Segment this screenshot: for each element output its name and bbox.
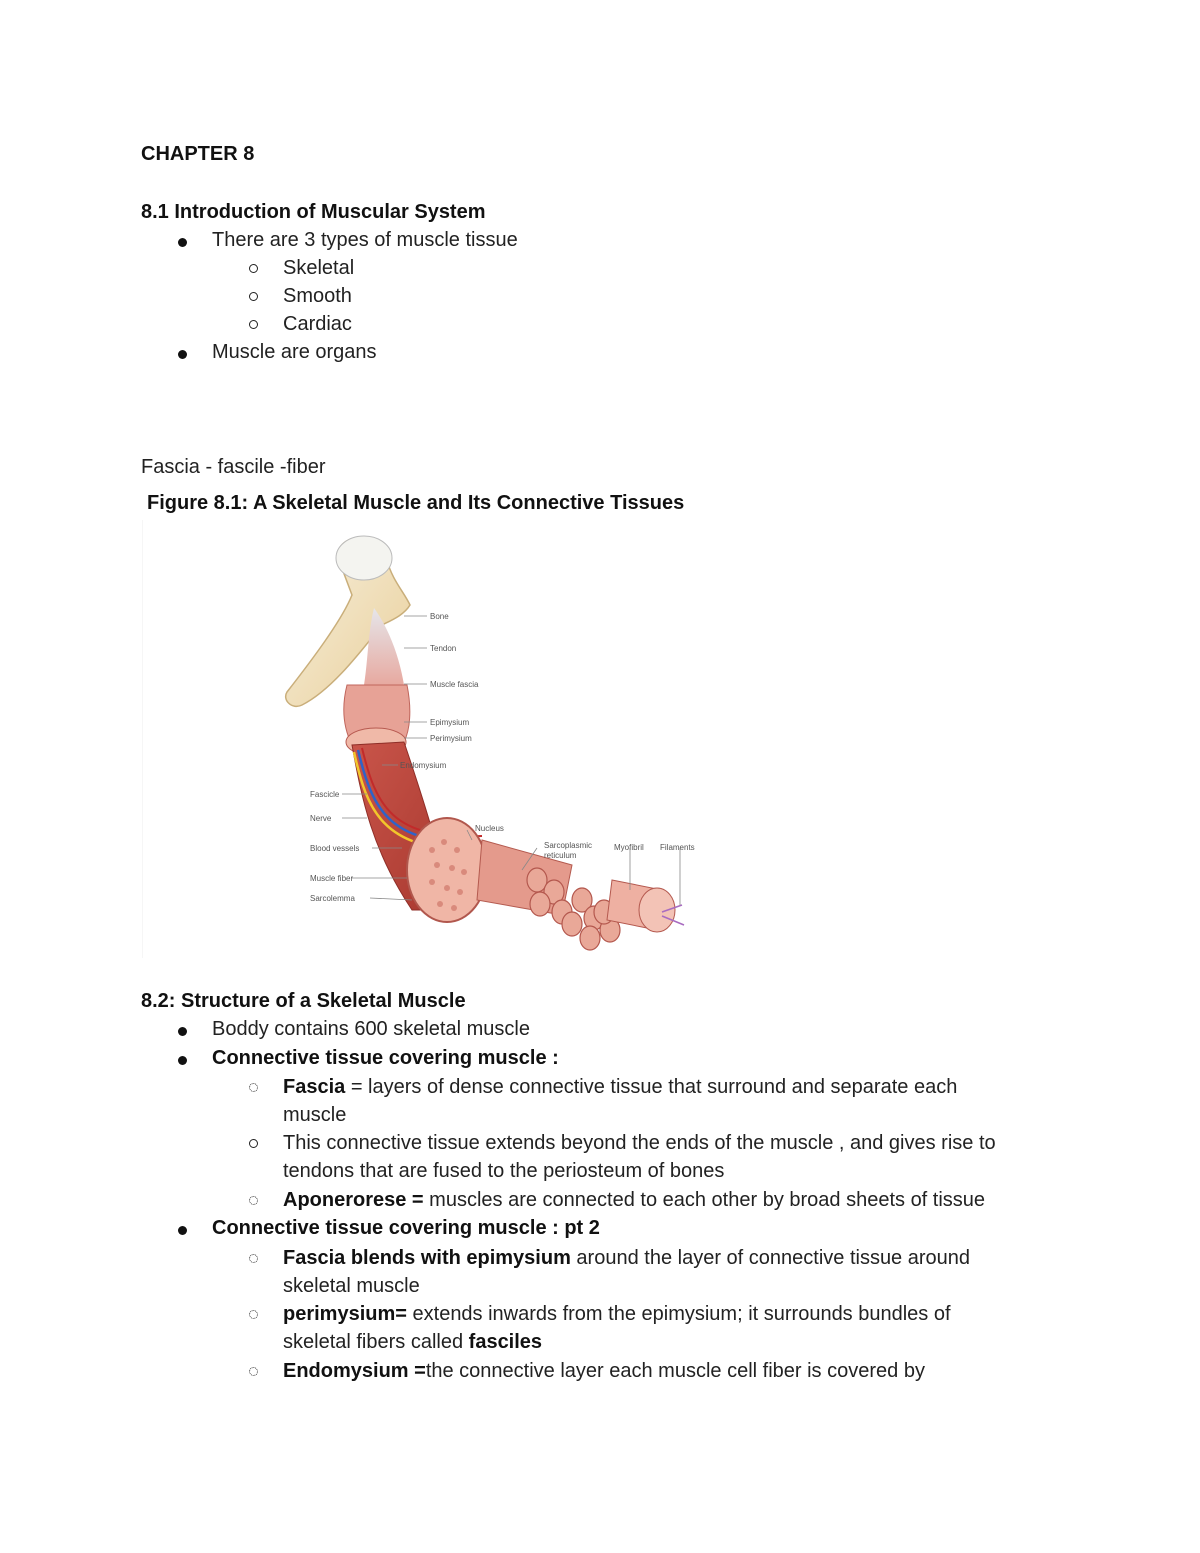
label-endomysium: Endomysium <box>400 761 447 770</box>
muscle-illustration <box>142 520 750 958</box>
hollow-bullet <box>249 1083 258 1092</box>
label-nerve: Nerve <box>310 814 332 823</box>
list-item-continuation <box>283 1328 542 1356</box>
definition: = layers of dense connective tissue that surround and separate each <box>345 1076 958 1098</box>
list-item-continuation: muscle <box>283 1104 347 1126</box>
hollow-bullet <box>249 1310 258 1319</box>
bone-head <box>336 536 392 580</box>
label-epimysium: Epimysium <box>430 718 470 727</box>
label-nucleus: Nucleus <box>475 824 504 833</box>
hollow-bullet <box>249 1196 258 1205</box>
label-bone: Bone <box>430 612 449 621</box>
label-reticulum: reticulum <box>544 851 577 860</box>
list-item: Connective tissue covering muscle : <box>212 1047 559 1069</box>
list-item-continuation: skeletal muscle <box>283 1275 420 1297</box>
hollow-bullet <box>249 1367 258 1376</box>
term: fasciles <box>468 1331 543 1353</box>
label-muscle-fiber: Muscle fiber <box>310 874 354 883</box>
term: perimysium= <box>283 1303 407 1325</box>
term: Endomysium = <box>283 1360 426 1382</box>
definition: extends inwards from the epimysium; it surrounds bundles of <box>406 1303 951 1325</box>
list-item: There are 3 types of muscle tissue <box>212 229 518 251</box>
list-item <box>283 1244 970 1272</box>
definition: the connective layer each muscle cell fiber is covered by <box>425 1360 925 1382</box>
bullet-dot <box>178 1027 187 1036</box>
figure-title: Figure 8.1: A Skeletal Muscle and Its Connective Tissues <box>147 492 685 514</box>
label-muscle-fascia: Muscle fascia <box>430 680 479 689</box>
term: Fascia <box>283 1076 346 1098</box>
muscle-figure <box>142 520 750 958</box>
bullet-dot <box>178 350 187 359</box>
list-item: Connective tissue covering muscle : pt 2 <box>212 1217 600 1239</box>
hollow-bullet <box>249 320 258 329</box>
list-item: Muscle are organs <box>212 341 377 363</box>
bullet-dot <box>178 1056 187 1065</box>
term: Fascia blends with epimysium <box>283 1247 571 1269</box>
hollow-bullet <box>249 1139 258 1148</box>
list-item <box>283 1300 951 1328</box>
section-heading-8-2: 8.2: Structure of a Skeletal Muscle <box>141 990 466 1012</box>
list-item: This connective tissue extends beyond the ends of the muscle , and gives rise to <box>283 1132 996 1154</box>
label-myofibril: Myofibril <box>614 843 644 852</box>
definition: around the layer of connective tissue around <box>570 1247 971 1269</box>
definition: muscles are connected to each other by broad sheets of tissue <box>423 1189 986 1211</box>
term: Aponerorese = <box>283 1189 424 1211</box>
label-fascicle: Fascicle <box>310 790 340 799</box>
label-perimysium: Perimysium <box>430 734 472 743</box>
label-blood-vessels: Blood vessels <box>310 844 360 853</box>
label-sarcolemma: Sarcolemma <box>310 894 355 903</box>
label-tendon: Tendon <box>430 644 457 653</box>
hollow-bullet <box>249 264 258 273</box>
bullet-dot <box>178 1226 187 1235</box>
label-filaments: Filaments <box>660 843 695 852</box>
list-item: Smooth <box>283 285 352 307</box>
list-item: Cardiac <box>283 313 352 335</box>
bullet-dot <box>178 238 187 247</box>
list-item <box>283 1186 985 1214</box>
list-item <box>283 1073 957 1101</box>
hollow-bullet <box>249 1254 258 1263</box>
list-item-continuation: tendons that are fused to the periosteum of bones <box>283 1160 725 1182</box>
definition: skeletal fibers called <box>283 1331 469 1353</box>
list-item: Boddy contains 600 skeletal muscle <box>212 1018 530 1040</box>
fascicle-cross-section <box>407 818 487 922</box>
section-heading-8-1: 8.1 Introduction of Muscular System <box>141 201 486 223</box>
chapter-title: CHAPTER 8 <box>141 143 255 165</box>
hollow-bullet <box>249 292 258 301</box>
label-sarcoplasmic: Sarcoplasmic <box>544 841 593 850</box>
list-item <box>283 1357 925 1385</box>
list-item: Skeletal <box>283 257 355 279</box>
fascia-line: Fascia - fascile -fiber <box>141 456 326 478</box>
